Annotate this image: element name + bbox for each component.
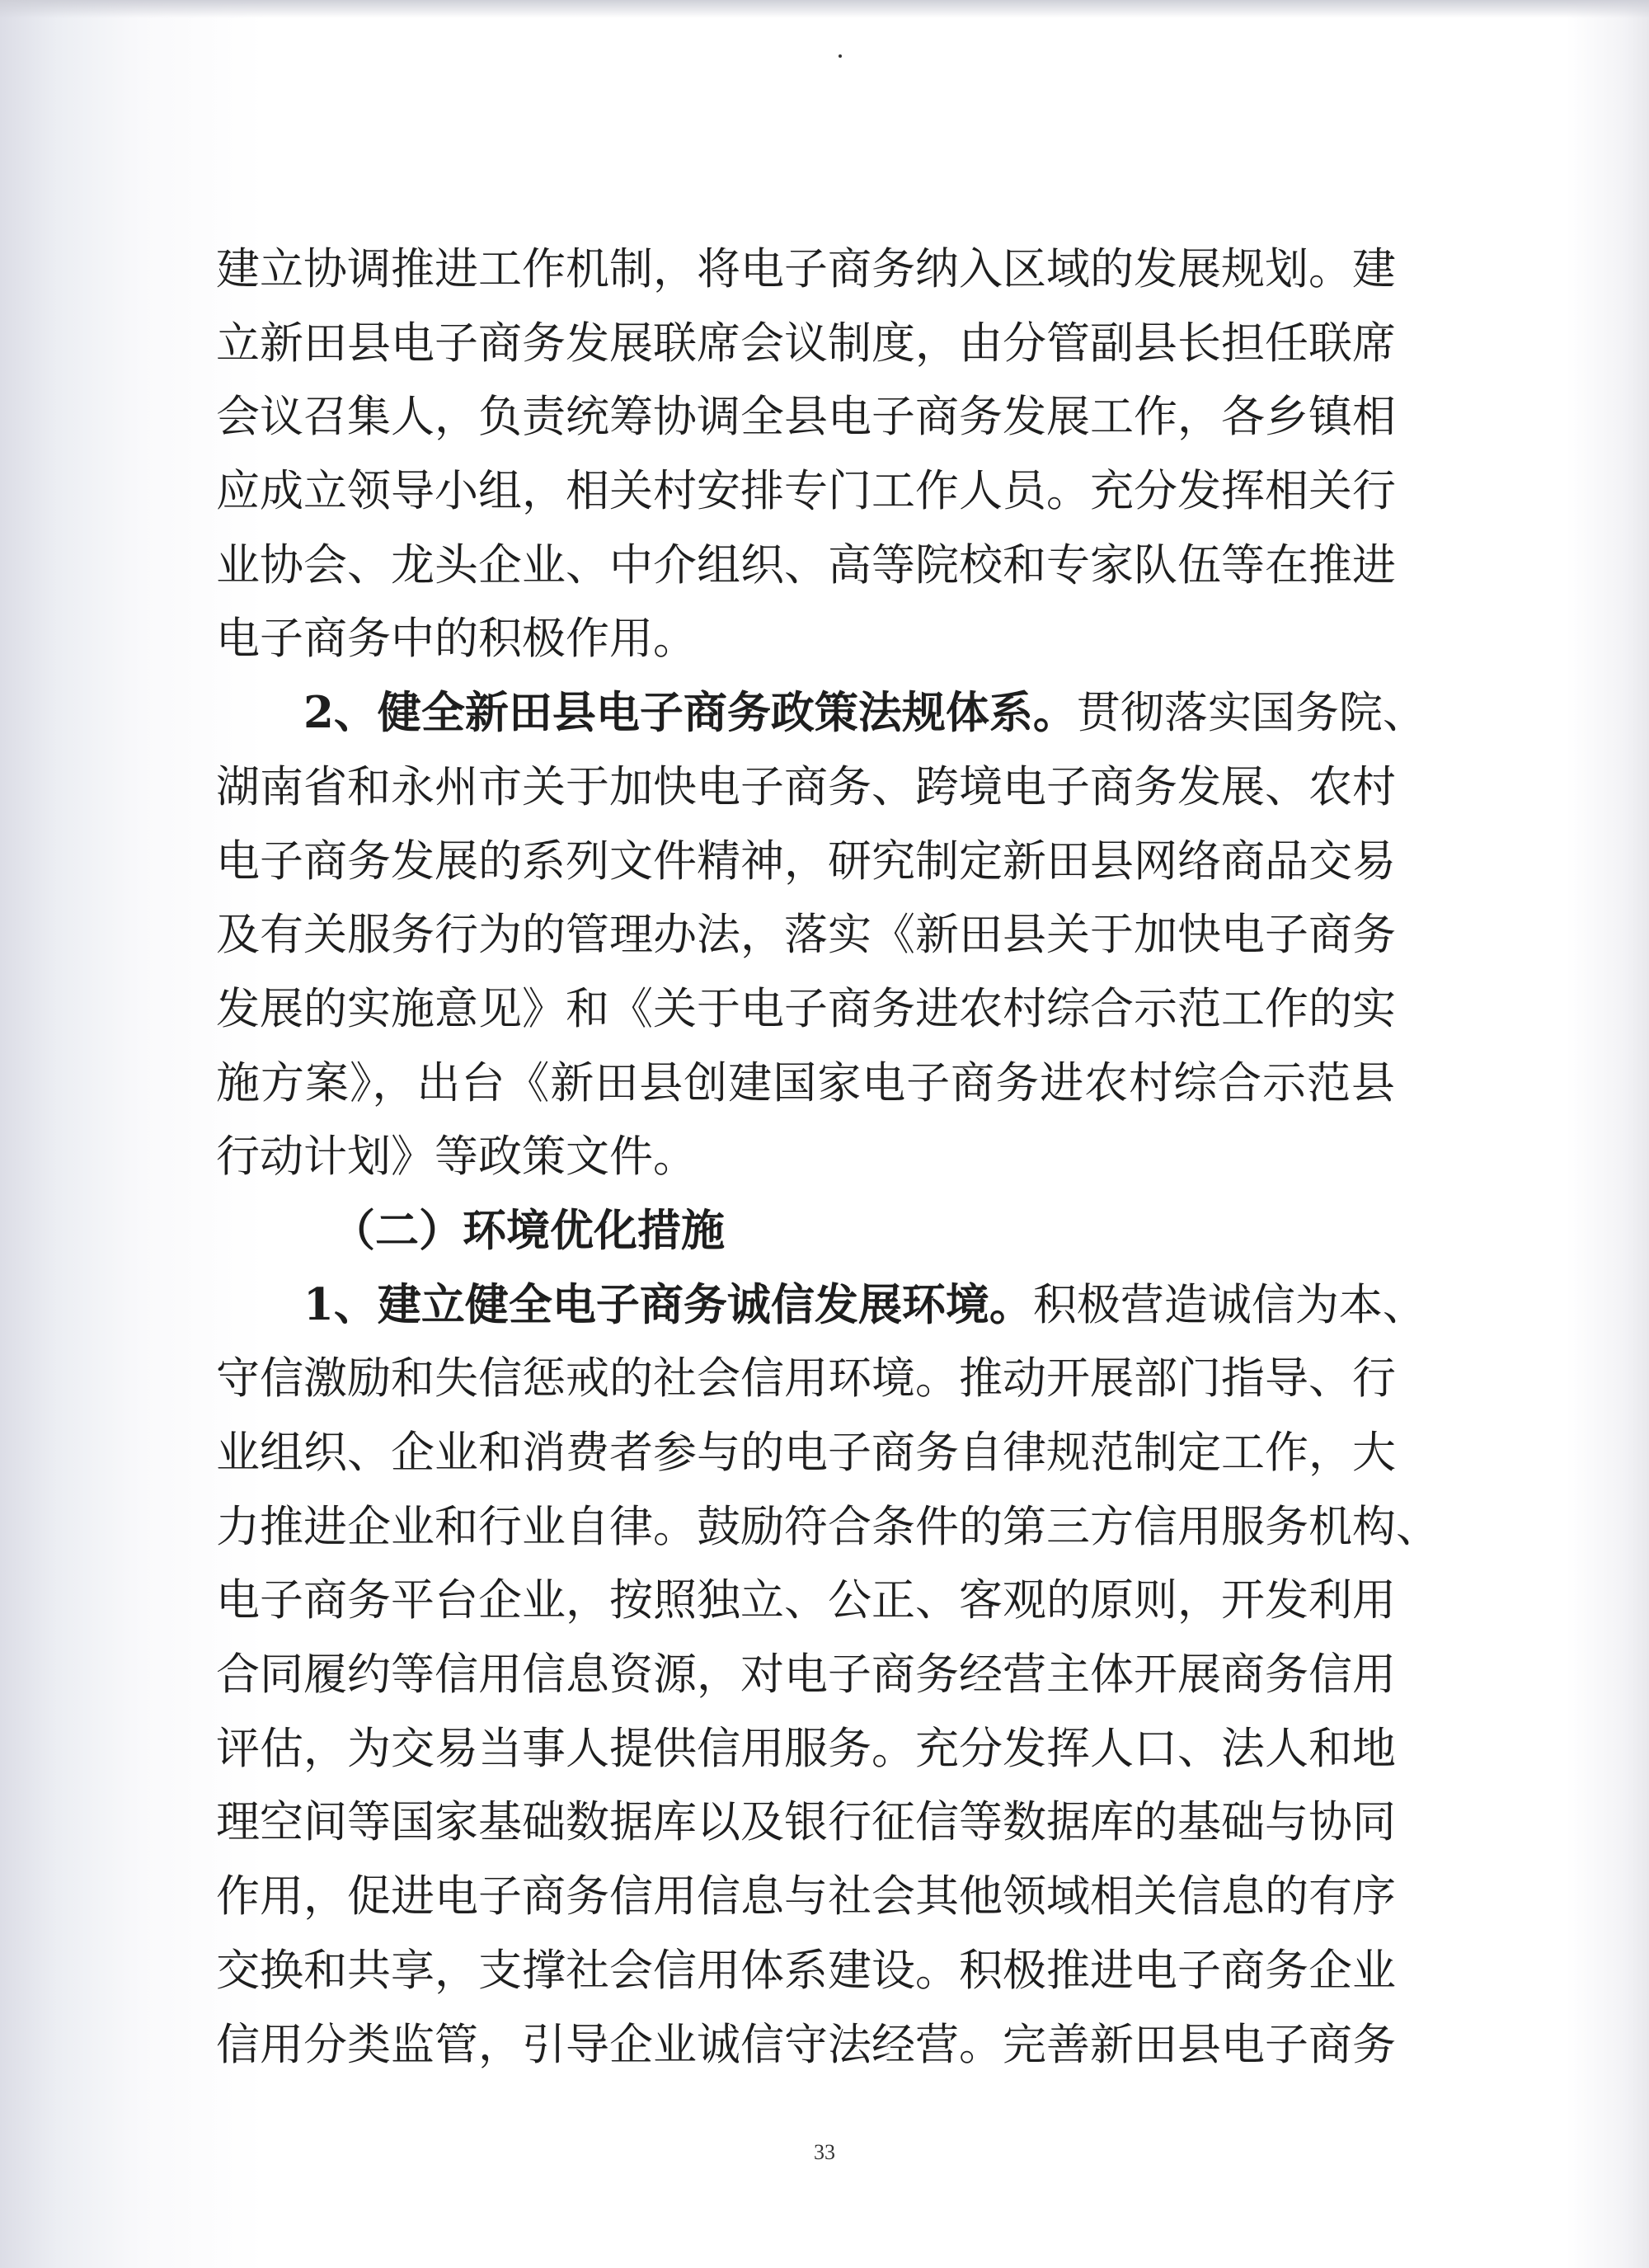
text-line: 施方案》，出台《新田县创建国家电子商务进农村综合示范县 (216, 1057, 1395, 1108)
page-number: 33 (814, 2140, 835, 2164)
paragraph-lead-bold: 1、建立健全电子商务诚信发展环境。 (303, 1278, 1033, 1330)
text-line: 行动计划》等政策文件。 (216, 1132, 697, 1183)
text-line: 理空间等国家基础数据库以及银行征信等数据库的基础与协同 (216, 1797, 1396, 1848)
paragraph-first-line (216, 1268, 1426, 1343)
text-line: 信用分类监管，引导企业诚信守法经营。完善新田县电子商务 (216, 2019, 1396, 2070)
text-line: 电子商务平台企业，按照独立、公正、客观的原则，开发利用 (216, 1575, 1396, 1626)
text-line: 及有关服务行为的管理办法，落实《新田县关于加快电子商务 (216, 910, 1396, 961)
text-line: 会议召集人，负责统筹协调全县电子商务发展工作，各乡镇相 (216, 392, 1396, 443)
text-line: 交换和共享，支撑社会信用体系建设。积极推进电子商务企业 (216, 1945, 1396, 1996)
paragraph-lead-rest: 积极营造诚信为本、 (1032, 1279, 1426, 1330)
scan-top-edge (0, 0, 1649, 18)
text-line: 作用，促进电子商务信用信息与社会其他领域相关信息的有序 (216, 1871, 1396, 1922)
text-line: 力推进企业和行业自律。鼓励符合条件的第三方信用服务机构、 (216, 1501, 1440, 1552)
paragraph-first-line (216, 676, 1426, 751)
text-line: 守信激励和失信惩戒的社会信用环境。推动开展部门指导、行 (216, 1353, 1396, 1405)
text-line: 业协会、龙头企业、中介组织、高等院校和专家队伍等在推进 (216, 539, 1396, 591)
scan-speck (839, 54, 842, 58)
text-line: 湖南省和永州市关于加快电子商务、跨境电子商务发展、农村 (216, 761, 1396, 812)
text-line: 发展的实施意见》和《关于电子商务进农村综合示范工作的实 (216, 983, 1396, 1034)
text-line: 电子商务发展的系列文件精神，研究制定新田县网络商品交易 (216, 835, 1396, 887)
text-line: 应成立领导小组，相关村安排专门工作人员。充分发挥相关行 (216, 466, 1396, 517)
text-line: 业组织、企业和消费者参与的电子商务自律规范制定工作，大 (216, 1428, 1396, 1478)
text-line: 立新田县电子商务发展联席会议制度，由分管副县长担任联席 (216, 318, 1396, 369)
paragraph-lead-bold: 2、健全新田县电子商务政策法规体系。 (303, 687, 1077, 739)
text-line: 电子商务中的积极作用。 (216, 614, 697, 665)
text-line: 建立协调推进工作机制，将电子商务纳入区域的发展规划。建 (216, 244, 1396, 294)
text-line: 评估，为交易当事人提供信用服务。充分发挥人口、法人和地 (216, 1723, 1396, 1774)
section-heading: （二）环境优化措施 (331, 1204, 725, 1256)
paragraph-lead-rest: 贯彻落实国务院、 (1076, 688, 1426, 739)
body-text (216, 233, 1440, 2082)
text-line: 合同履约等信用信息资源，对电子商务经营主体开展商务信用 (216, 1649, 1396, 1701)
